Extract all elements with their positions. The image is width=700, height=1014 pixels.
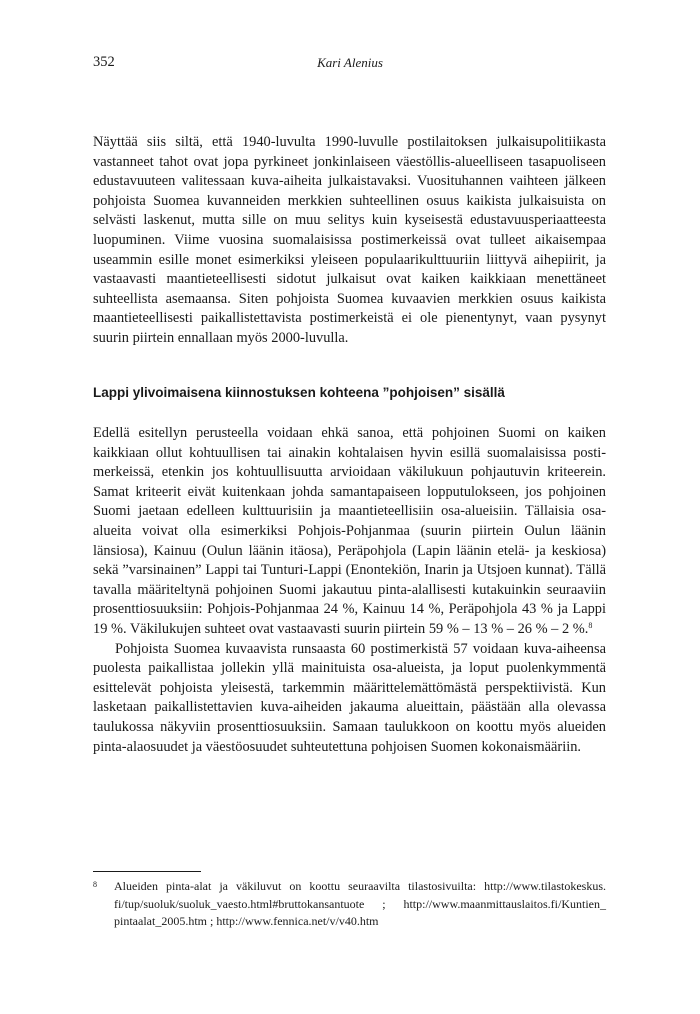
paragraph: Näyttää siis siltä, että 1940-luvulta 1990-luvulle postilaitoksen julkaisupolitiikasta vastanneet tahot ovat jopa pyrkineet jonkinlaiseen väestöllis-alueelliseen tasapuoliseen edustavuuteen valitessaan kuva-aiheita julkaistavaksi. Vuosituhannen vaihteen jälkeen pohjoista Suomea kuvanneiden merkkien suhteellinen osuus kaikista julkaisuista on selvästi laskenut, mutta sille on muu selitys kuin kyseisestä edustavuusperiaatteesta luopuminen. Viime vuosina suomalaisissa postimerkeissä ovat tulleet aikaisempaa useammin esille monet esimerkiksi yleiseen populaarikulttuuriin liittyvä aihepiirit, ja vastaavasti maantieteellisesti sidotut julkaisut ovat kaiken kaikkiaan menettäneet suhteellista asemaansa. Siten pohjoista Suomea kuvaavien merkkien osuus kaikista maantieteellisesti paikallistettavista postimerkeistä ei ole pienentynyt, vaan pysynyt suurin piirtein ennallaan myös 2000-luvulla. (93, 134, 606, 346)
paragraph (93, 424, 606, 640)
footnote-reference: 8 (588, 620, 593, 630)
footnote-text: Alueiden pinta-alat ja väkiluvut on koottu seuraavilta tilastosivuilta: http://www.tilastokeskus.​fi/tup/suoluk/suoluk_vaesto.html#bruttokansantuote ; http://www.maanmittauslaitos.fi/Kuntien_​pintaalat_2005.htm ; http://www.fennica.net/v/v40.htm (114, 879, 606, 928)
body-text-intro (93, 133, 606, 349)
paragraph-text: Edellä esitellyn perusteella voidaan ehkä sanoa, että pohjoinen Suomi on kaiken kaikkiaan ollut kohtuullisen tai ainakin kohtalaisen hyvin esillä suomalaisissa postimerkeissä, etenkin jos kohtuullisuutta arvioidaan väkilukuun pohjautuvin kriteerein. Samat kriteerit eivät kuitenkaan johda samantapaiseen lopputulokseen, jos pohjoinen Suomi jaetaan edelleen kulttuurisiin ja maantieteellisiin osa-alueisiin. Tällaisia osa-alueita voivat olla esimerkiksi Pohjois-Pohjanmaa (suurin piirtein Oulun läänin länsiosa), Kainuu (Oulun läänin itäosa), Peräpohjola (Lapin läänin etelä- ja keskiosa) sekä ”varsinainen” Lappi tai Tunturi-Lappi (Enontekiön, Inarin ja Utsjoen kunnat). Tällä tavalla määriteltynä pohjoinen Suomi jakautuu pinta-alallisesti kutakuinkin seuraaviin prosenttiosuuksiin: Pohjois-Pohjanmaa 24 %, Kainuu 14 %, Peräpohjola 43 % ja Lappi 19 %. Väkilukujen suhteet ovat vastaavasti suurin piirtein 59 % – 13 % – 26 % – 2 %. (93, 425, 606, 637)
paragraph: Pohjoista Suomea kuvaavista runsaasta 60 postimerkistä 57 voidaan kuva-aiheensa puolesta paikallistaa jollekin yllä mainituista osa-alueista, ja loput puolenkymmentä esittelevät pohjoista yleisestä, tarkemmin määrittelemättömästä perspektiivistä. Kun lasketaan paikallistettavien kuva-aiheiden jakauma alueittain, päästään alla olevassa taulukossa näkyviin prosenttiosuuksiin. Samaan taulukkoon on koottu myös alueiden pinta-alaosuudet ja väestöosuudet suhteutettuna pohjoisen Suomen kokonaismääriin. (93, 640, 606, 755)
running-head: Kari Alenius (317, 55, 383, 70)
section-body (93, 424, 606, 757)
footnote-divider (93, 871, 201, 872)
footnote-number: 8 (93, 880, 97, 889)
section-heading: Lappi ylivoimaisena kiinnostuksen kohteena ”pohjoisen” sisällä (93, 385, 505, 400)
footnote (93, 878, 606, 931)
page-number: 352 (93, 54, 115, 70)
